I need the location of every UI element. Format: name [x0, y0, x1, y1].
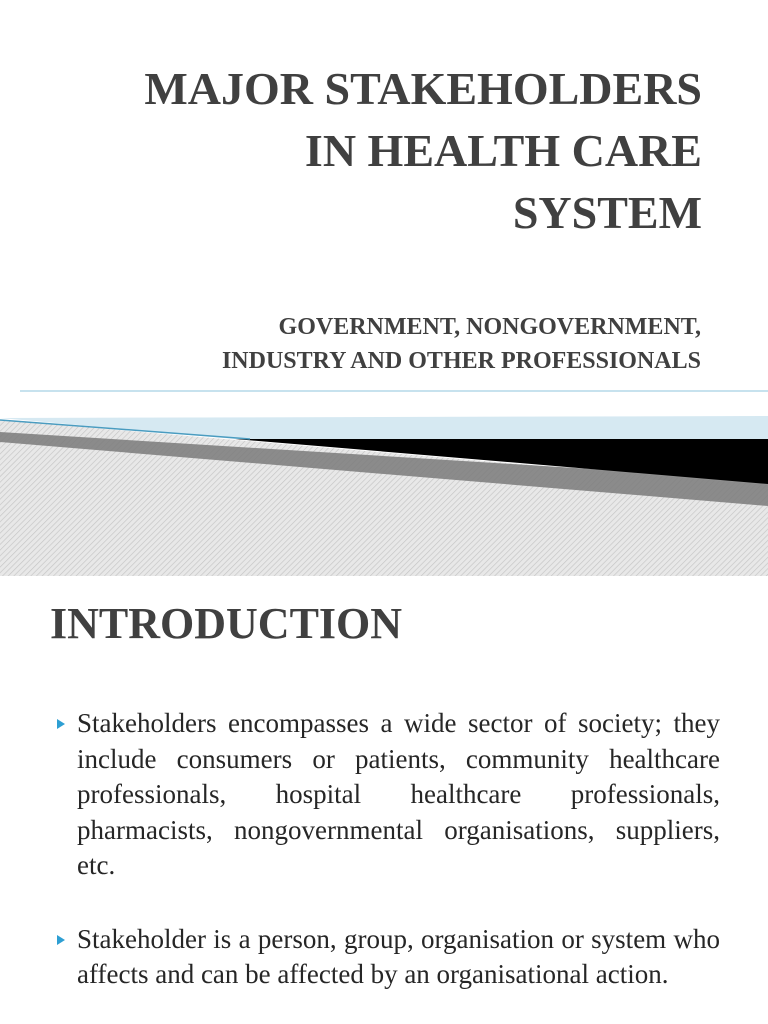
bullet-text: Stakeholders encompasses a wide sector of society; they include consumers or patients, community healthcare professionals, hospital healthcare professionals, pharmacists, nongovernmental organisations, suppliers, etc. [77, 708, 720, 880]
bullet-arrow-icon [57, 719, 65, 729]
list-item [77, 706, 720, 884]
slide-subtitle [1, 310, 701, 378]
title-line-1: MAJOR STAKEHOLDERS [144, 63, 702, 114]
bullet-list [0, 706, 768, 993]
intro-heading: INTRODUCTION [50, 599, 403, 648]
list-item [77, 922, 720, 993]
introduction-slide [0, 576, 768, 1024]
bullet-text: Stakeholder is a person, group, organisation or system who affects and can be affected by an organisational action. [77, 923, 720, 989]
title-line-2: IN HEALTH CARE [304, 125, 702, 176]
title-line-3: SYSTEM [512, 187, 702, 238]
subtitle-line-2: INDUSTRY AND OTHER PROFESSIONALS [221, 348, 701, 374]
slide-title [22, 58, 702, 244]
bullet-arrow-icon [57, 935, 65, 945]
subtitle-line-1: GOVERNMENT, NONGOVERNMENT, [278, 314, 701, 340]
decorative-band [0, 380, 768, 576]
